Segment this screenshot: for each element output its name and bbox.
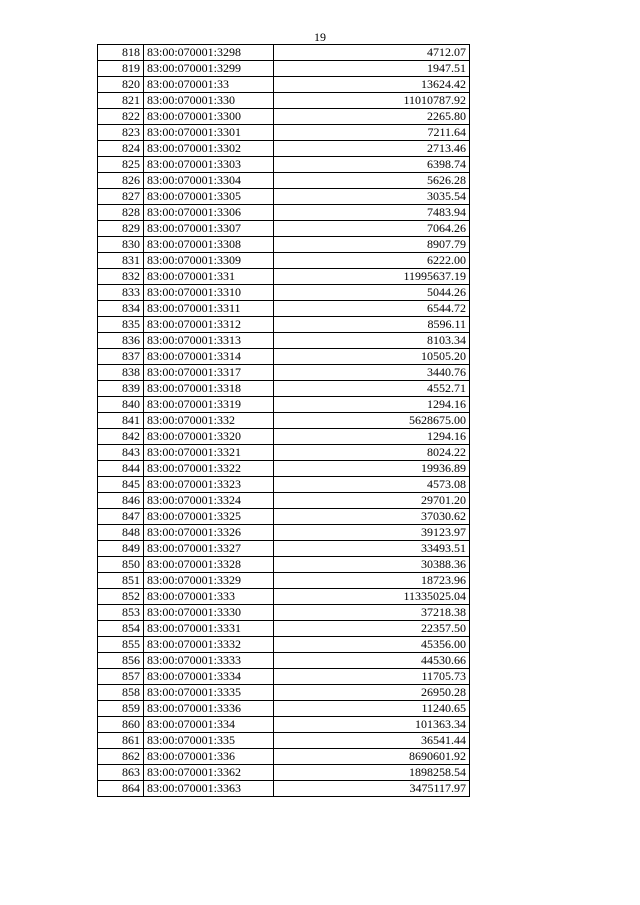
cadastral-number-cell: 83:00:070001:3333 [144,653,274,669]
value-cell: 13624.42 [274,77,470,93]
cadastral-number-cell: 83:00:070001:3318 [144,381,274,397]
table-row [98,173,470,189]
row-number-cell: 842 [98,429,144,445]
cadastral-number-cell: 83:00:070001:334 [144,717,274,733]
cadastral-number-cell: 83:00:070001:330 [144,93,274,109]
row-number-cell: 864 [98,781,144,797]
row-number-cell: 837 [98,349,144,365]
table-row [98,125,470,141]
cadastral-number-cell: 83:00:070001:3302 [144,141,274,157]
row-number-cell: 826 [98,173,144,189]
row-number-cell: 834 [98,301,144,317]
table-row [98,77,470,93]
cadastral-number-cell: 83:00:070001:3312 [144,317,274,333]
row-number-cell: 843 [98,445,144,461]
cadastral-table [97,44,470,797]
table-row [98,717,470,733]
row-number-cell: 840 [98,397,144,413]
table-row [98,445,470,461]
cadastral-number-cell: 83:00:070001:3300 [144,109,274,125]
cadastral-number-cell: 83:00:070001:3334 [144,669,274,685]
row-number-cell: 835 [98,317,144,333]
row-number-cell: 846 [98,493,144,509]
table-row [98,301,470,317]
table-row [98,509,470,525]
row-number-cell: 850 [98,557,144,573]
value-cell: 101363.34 [274,717,470,733]
row-number-cell: 829 [98,221,144,237]
value-cell: 37218.38 [274,605,470,621]
cadastral-number-cell: 83:00:070001:3332 [144,637,274,653]
value-cell: 11705.73 [274,669,470,685]
value-cell: 1294.16 [274,397,470,413]
row-number-cell: 828 [98,205,144,221]
cadastral-number-cell: 83:00:070001:3317 [144,365,274,381]
page-number: 19 [314,30,326,44]
table-row [98,253,470,269]
table-row [98,221,470,237]
cadastral-number-cell: 83:00:070001:3363 [144,781,274,797]
value-cell: 26950.28 [274,685,470,701]
table-row [98,429,470,445]
cadastral-number-cell: 83:00:070001:3321 [144,445,274,461]
cadastral-number-cell: 83:00:070001:3306 [144,205,274,221]
row-number-cell: 859 [98,701,144,717]
value-cell: 1294.16 [274,429,470,445]
row-number-cell: 831 [98,253,144,269]
value-cell: 37030.62 [274,509,470,525]
table-row [98,781,470,797]
table-row [98,349,470,365]
cadastral-number-cell: 83:00:070001:3309 [144,253,274,269]
row-number-cell: 824 [98,141,144,157]
cadastral-number-cell: 83:00:070001:3319 [144,397,274,413]
row-number-cell: 848 [98,525,144,541]
value-cell: 11995637.19 [274,269,470,285]
cadastral-number-cell: 83:00:070001:3326 [144,525,274,541]
value-cell: 36541.44 [274,733,470,749]
cadastral-number-cell: 83:00:070001:3298 [144,45,274,61]
value-cell: 29701.20 [274,493,470,509]
table-row [98,669,470,685]
cadastral-number-cell: 83:00:070001:3299 [144,61,274,77]
value-cell: 33493.51 [274,541,470,557]
row-number-cell: 832 [98,269,144,285]
value-cell: 7211.64 [274,125,470,141]
row-number-cell: 841 [98,413,144,429]
row-number-cell: 863 [98,765,144,781]
row-number-cell: 833 [98,285,144,301]
table-row [98,733,470,749]
row-number-cell: 818 [98,45,144,61]
cadastral-number-cell: 83:00:070001:335 [144,733,274,749]
table-row [98,189,470,205]
value-cell: 11240.65 [274,701,470,717]
table-row [98,413,470,429]
row-number-cell: 853 [98,605,144,621]
value-cell: 7483.94 [274,205,470,221]
table-row [98,157,470,173]
value-cell: 6544.72 [274,301,470,317]
table-row [98,141,470,157]
value-cell: 7064.26 [274,221,470,237]
value-cell: 8596.11 [274,317,470,333]
value-cell: 5626.28 [274,173,470,189]
value-cell: 5628675.00 [274,413,470,429]
row-number-cell: 823 [98,125,144,141]
cadastral-number-cell: 83:00:070001:3335 [144,685,274,701]
cadastral-number-cell: 83:00:070001:3336 [144,701,274,717]
cadastral-number-cell: 83:00:070001:3308 [144,237,274,253]
value-cell: 5044.26 [274,285,470,301]
cadastral-number-cell: 83:00:070001:331 [144,269,274,285]
row-number-cell: 860 [98,717,144,733]
row-number-cell: 847 [98,509,144,525]
cadastral-number-cell: 83:00:070001:3303 [144,157,274,173]
table-row [98,205,470,221]
cadastral-number-cell: 83:00:070001:3310 [144,285,274,301]
table-row [98,621,470,637]
row-number-cell: 836 [98,333,144,349]
value-cell: 39123.97 [274,525,470,541]
value-cell: 11335025.04 [274,589,470,605]
cadastral-number-cell: 83:00:070001:332 [144,413,274,429]
cadastral-number-cell: 83:00:070001:3330 [144,605,274,621]
table-row [98,765,470,781]
table-row [98,237,470,253]
row-number-cell: 825 [98,157,144,173]
value-cell: 1898258.54 [274,765,470,781]
cadastral-number-cell: 83:00:070001:3362 [144,765,274,781]
cadastral-number-cell: 83:00:070001:3313 [144,333,274,349]
table-body [98,45,470,797]
row-number-cell: 858 [98,685,144,701]
table-row [98,477,470,493]
table-row [98,109,470,125]
table-row [98,701,470,717]
value-cell: 2265.80 [274,109,470,125]
row-number-cell: 852 [98,589,144,605]
row-number-cell: 862 [98,749,144,765]
value-cell: 8907.79 [274,237,470,253]
cadastral-number-cell: 83:00:070001:3331 [144,621,274,637]
value-cell: 3035.54 [274,189,470,205]
row-number-cell: 851 [98,573,144,589]
table-row [98,605,470,621]
table-row [98,317,470,333]
value-cell: 2713.46 [274,141,470,157]
row-number-cell: 822 [98,109,144,125]
row-number-cell: 855 [98,637,144,653]
row-number-cell: 819 [98,61,144,77]
cadastral-number-cell: 83:00:070001:3323 [144,477,274,493]
cadastral-number-cell: 83:00:070001:3325 [144,509,274,525]
value-cell: 1947.51 [274,61,470,77]
table-row [98,685,470,701]
row-number-cell: 839 [98,381,144,397]
value-cell: 6222.00 [274,253,470,269]
value-cell: 8690601.92 [274,749,470,765]
value-cell: 4552.71 [274,381,470,397]
value-cell: 44530.66 [274,653,470,669]
table-row [98,557,470,573]
row-number-cell: 856 [98,653,144,669]
table-row [98,541,470,557]
cadastral-number-cell: 83:00:070001:3301 [144,125,274,141]
value-cell: 30388.36 [274,557,470,573]
row-number-cell: 838 [98,365,144,381]
cadastral-number-cell: 83:00:070001:3311 [144,301,274,317]
value-cell: 3475117.97 [274,781,470,797]
row-number-cell: 857 [98,669,144,685]
value-cell: 4573.08 [274,477,470,493]
table-row [98,285,470,301]
cadastral-number-cell: 83:00:070001:3320 [144,429,274,445]
value-cell: 22357.50 [274,621,470,637]
row-number-cell: 827 [98,189,144,205]
table-row [98,93,470,109]
row-number-cell: 861 [98,733,144,749]
row-number-cell: 844 [98,461,144,477]
table-row [98,589,470,605]
value-cell: 10505.20 [274,349,470,365]
value-cell: 3440.76 [274,365,470,381]
cadastral-number-cell: 83:00:070001:3329 [144,573,274,589]
table-row [98,461,470,477]
table-row [98,573,470,589]
value-cell: 6398.74 [274,157,470,173]
value-cell: 11010787.92 [274,93,470,109]
table-row [98,637,470,653]
cadastral-number-cell: 83:00:070001:3327 [144,541,274,557]
value-cell: 4712.07 [274,45,470,61]
table-row [98,749,470,765]
cadastral-number-cell: 83:00:070001:333 [144,589,274,605]
table-row [98,269,470,285]
cadastral-number-cell: 83:00:070001:336 [144,749,274,765]
row-number-cell: 830 [98,237,144,253]
table-row [98,493,470,509]
cadastral-number-cell: 83:00:070001:3328 [144,557,274,573]
row-number-cell: 849 [98,541,144,557]
table-row [98,45,470,61]
row-number-cell: 820 [98,77,144,93]
row-number-cell: 854 [98,621,144,637]
value-cell: 18723.96 [274,573,470,589]
cadastral-number-cell: 83:00:070001:3322 [144,461,274,477]
value-cell: 8103.34 [274,333,470,349]
table-row [98,381,470,397]
cadastral-number-cell: 83:00:070001:3307 [144,221,274,237]
cadastral-number-cell: 83:00:070001:3304 [144,173,274,189]
table-row [98,397,470,413]
row-number-cell: 821 [98,93,144,109]
table-row [98,333,470,349]
table-row [98,61,470,77]
row-number-cell: 845 [98,477,144,493]
value-cell: 45356.00 [274,637,470,653]
value-cell: 19936.89 [274,461,470,477]
table-row [98,365,470,381]
cadastral-number-cell: 83:00:070001:3305 [144,189,274,205]
table-row [98,653,470,669]
cadastral-number-cell: 83:00:070001:3324 [144,493,274,509]
value-cell: 8024.22 [274,445,470,461]
cadastral-number-cell: 83:00:070001:33 [144,77,274,93]
cadastral-number-cell: 83:00:070001:3314 [144,349,274,365]
table-row [98,525,470,541]
